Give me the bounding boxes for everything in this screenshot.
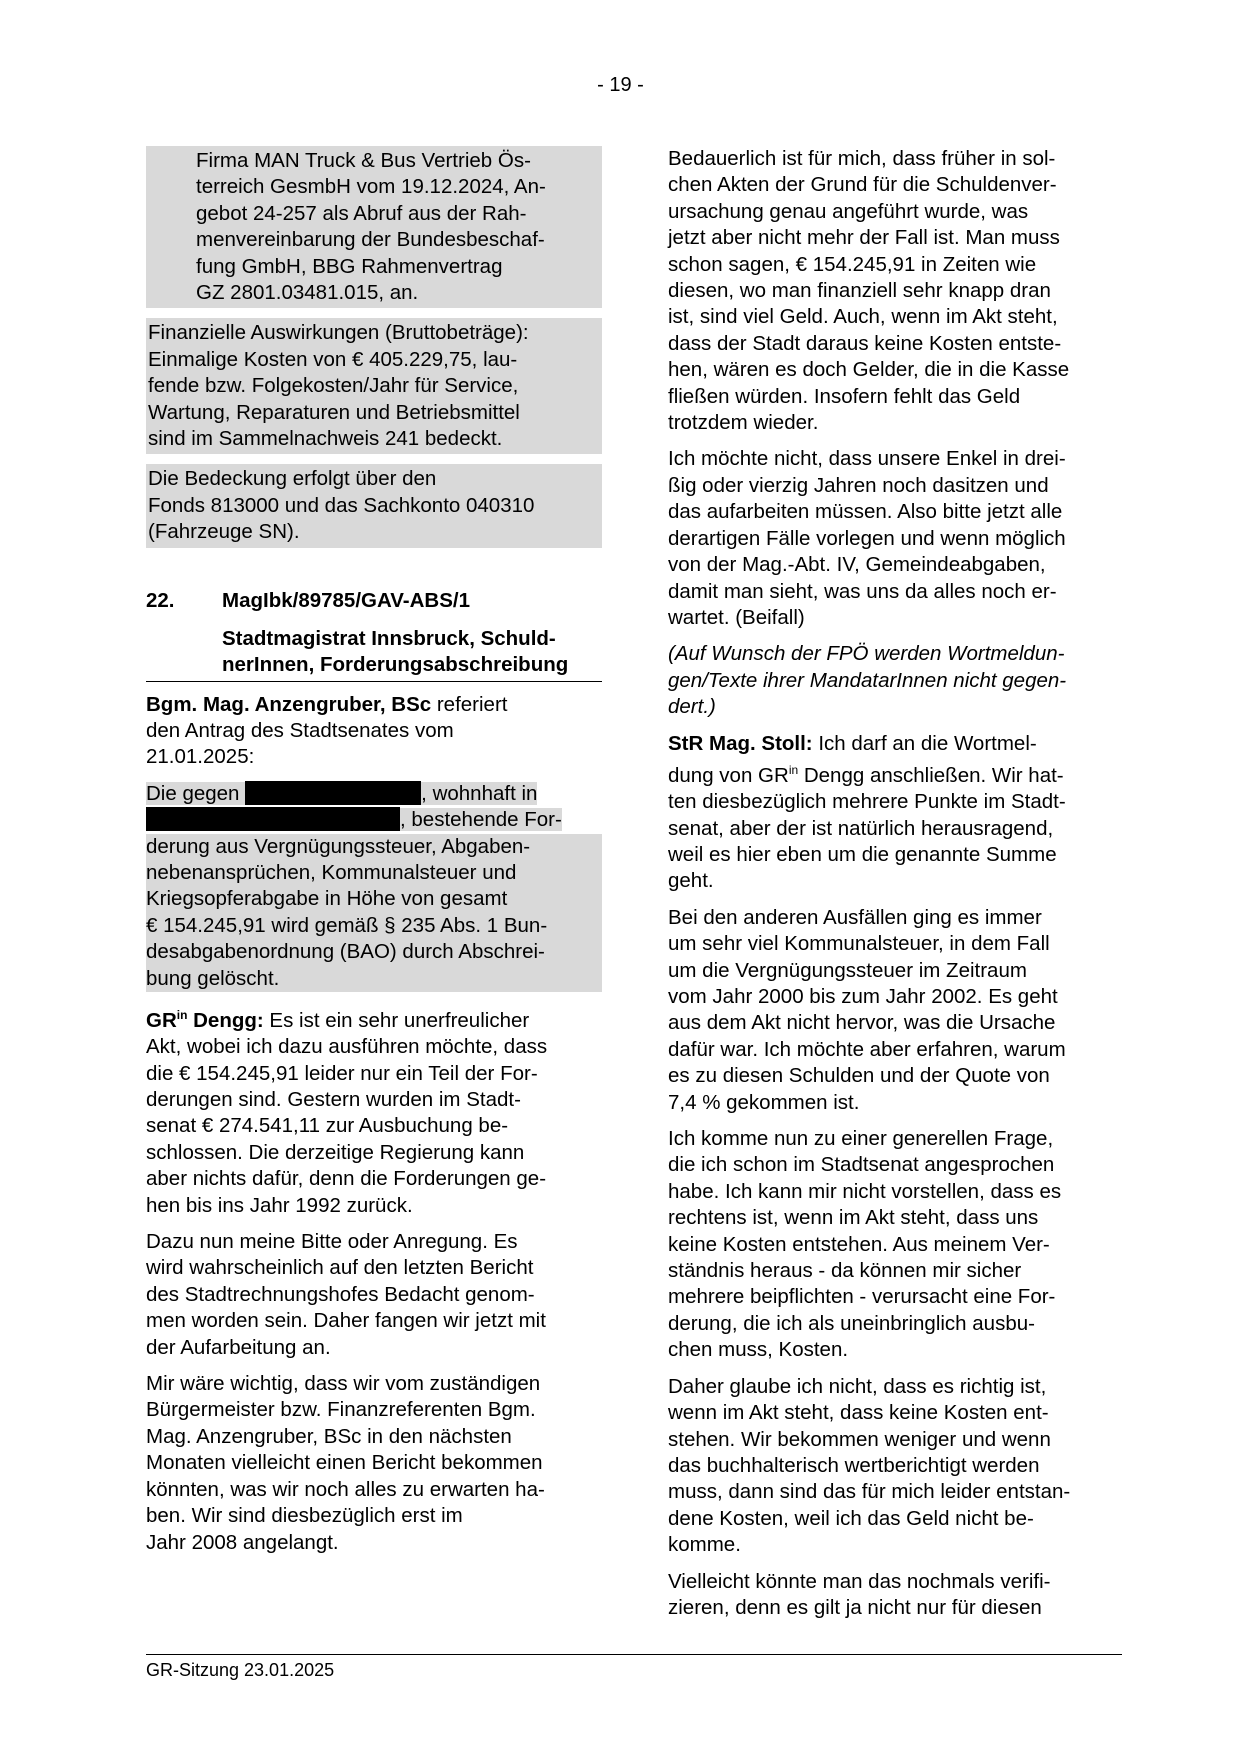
- speaker1-prefix: GR: [146, 1008, 177, 1032]
- speaker2-line2-a: dung von GR: [668, 763, 789, 787]
- redaction-bar: [245, 781, 421, 805]
- speaker1-name: Dengg:: [187, 1008, 264, 1032]
- agenda-item-title: Stadtmagistrat Innsbruck, Schuld- nerInnen, Forderungsabschreibung: [146, 626, 602, 682]
- referent-text-1: referiert: [431, 692, 508, 716]
- motion-part-1: Die gegen: [146, 781, 246, 805]
- motion-rest: derung aus Vergnügungssteuer, Abgaben- nebenansprüchen, Kommunalsteuer und Kriegsopferabgabe in Höhe von gesamt € 154.245,91 wird gemäß § 235 Abs. 1 Bun- desabgabenordnung (BAO) durch Abschrei- bung gelöscht.: [146, 834, 602, 992]
- referent-text-2: den Antrag des Stadtsenates vom 21.01.2025:: [146, 718, 454, 769]
- coverage-text: Die Bedeckung erfolgt über den Fonds 813000 und das Sachkonto 040310 (Fahrzeuge SN).: [148, 467, 535, 544]
- speaker-stoll-paragraph: [668, 731, 1122, 895]
- procurement-text: Firma MAN Truck & Bus Vertrieb Ös- terreich GesmbH vom 19.12.2024, An- gebot 24-257 als Abruf aus der Rah- menvereinbarung der Bundesbeschaf- fung GmbH, BBG Rahmenvertrag GZ 2801.03481.015, an.: [196, 149, 546, 305]
- coverage-box: [146, 464, 602, 547]
- speaker2-line2-b: Dengg anschließen. Wir hat-: [798, 763, 1064, 787]
- referent-paragraph: [146, 692, 602, 771]
- motion-part-3: , bestehende For-: [400, 808, 562, 832]
- financial-impact-text: Finanzielle Auswirkungen (Bruttobeträge): Einmalige Kosten von € 405.229,75, lau- fende bzw. Folgekosten/Jahr für Service, Wartung, Reparaturen und Betriebsmittel sind im Sammelnachweis 241 bedeckt.: [148, 321, 529, 451]
- footer-text: GR-Sitzung 23.01.2025: [146, 1660, 335, 1680]
- paragraph: Dazu nun meine Bitte oder Anregung. Es wird wahrscheinlich auf den letzten Bericht des Stadtrechnungshofes Bedacht genom- men worden sein. Daher fangen wir jetzt mit der Aufarbeitung an.: [146, 1230, 546, 1359]
- fpo-note: (Auf Wunsch der FPÖ werden Wortmeldun- gen/Texte ihrer MandatarInnen nicht gegen- dert.): [668, 642, 1067, 719]
- paragraph: Vielleicht könnte man das nochmals verifi- zieren, denn es gilt ja nicht nur für diesen: [668, 1569, 1051, 1619]
- agenda-item-number: 22.: [146, 588, 175, 612]
- financial-impact-box: [146, 318, 602, 454]
- speaker2-name: StR Mag. Stoll:: [668, 731, 813, 755]
- speaker2-line2-sup: in: [788, 762, 799, 777]
- paragraph: Bedauerlich ist für mich, dass früher in sol- chen Akten der Grund für die Schuldenver- ursachung genau angeführt wurde, was jetzt aber nicht mehr der Fall ist. Man muss schon sagen, € 154.245,91 in Zeiten wie diesen, wo man finanziell sehr knapp dran ist, sind viel Geld. Auch, wenn im Akt steht, dass der Stadt daraus keine Kosten entste- hen, wären es doch Gelder, die in die Kasse fließen würden. Insofern fehlt das Geld trotzdem wieder.: [668, 147, 1070, 435]
- speaker1-sup: in: [176, 1007, 188, 1022]
- motion-box: [146, 781, 602, 992]
- speaker-dengg-paragraph: [146, 1002, 602, 1219]
- paragraph: Mir wäre wichtig, dass wir vom zuständigen Bürgermeister bzw. Finanzreferenten Bgm. Mag. Anzengruber, BSc in den nächsten Monaten vielleicht einen Bericht bekommen könnten, was wir noch alles zu erwarten ha- ben. Wir sind diesbezüglich erst im Jahr 2008 angelangt.: [146, 1372, 545, 1554]
- page-number: - 19 -: [597, 74, 644, 96]
- agenda-item-reference: MagIbk/89785/GAV-ABS/1: [222, 588, 470, 612]
- agenda-item-header: [146, 588, 602, 614]
- left-column: [146, 146, 602, 1556]
- speaker2-first: Ich darf an die Wortmel-: [812, 731, 1037, 755]
- paragraph: Bei den anderen Ausfällen ging es immer um sehr viel Kommunalsteuer, in dem Fall um die Vergnügungssteuer im Zeitraum vom Jahr 2000 bis zum Jahr 2002. Es geht aus dem Akt nicht hervor, was die Ursache dafür war. Ich möchte aber erfahren, warum es zu diesen Schulden und der Quote von 7,4 % gekommen ist.: [668, 905, 1066, 1114]
- redaction-bar: [146, 807, 400, 831]
- paragraph: Daher glaube ich nicht, dass es richtig ist, wenn im Akt steht, dass keine Kosten ent- stehen. Wir bekommen weniger und wenn das buchhalterisch wertberichtigt werden muss, dann sind das für mich leider entstan- dene Kosten, weil ich das Geld nicht be- komme.: [668, 1374, 1071, 1557]
- footer-divider: [146, 1654, 1122, 1655]
- paragraph: Ich komme nun zu einer generellen Frage, die ich schon im Stadtsenat angesprochen habe. Ich kann mir nicht vorstellen, dass es rechtens ist, wenn im Akt steht, dass uns keine Kosten entstehen. Aus meinem Ver- ständnis heraus - da können mir sicher mehrere beipflichten - verursacht eine For- derung, die ich als uneinbringlich ausbu- chen muss, Kosten.: [668, 1127, 1062, 1362]
- speaker2-rest: ten diesbezüglich mehrere Punkte im Stadt- senat, aber der ist natürlich herausragend, weil es hier eben um die genannte Summe geht.: [668, 790, 1066, 893]
- right-column: [668, 146, 1122, 1621]
- referent-name: Bgm. Mag. Anzengruber, BSc: [146, 692, 432, 716]
- motion-part-2: , wohnhaft in: [421, 781, 538, 805]
- procurement-box: [146, 146, 602, 308]
- speaker1-text-rest: Akt, wobei ich dazu ausführen möchte, dass die € 154.245,91 leider nur ein Teil der For- derungen sind. Gestern wurden im Stadt- senat € 274.541,11 zur Ausbuchung be- schlossen. Die derzeitige Regierung kann aber nichts dafür, denn die Forderungen ge- hen bis ins Jahr 1992 zurück.: [146, 1035, 548, 1217]
- speaker1-text-first: Es ist ein sehr unerfreulicher: [263, 1008, 530, 1032]
- paragraph: Ich möchte nicht, dass unsere Enkel in drei- ßig oder vierzig Jahren noch dasitzen und das aufarbeiten müssen. Also bitte jetzt alle derartigen Fälle vorlegen und wenn möglich von der Mag.-Abt. IV, Gemeindeabgaben, damit man sieht, was uns da alles noch er- wartet. (Beifall): [668, 447, 1066, 629]
